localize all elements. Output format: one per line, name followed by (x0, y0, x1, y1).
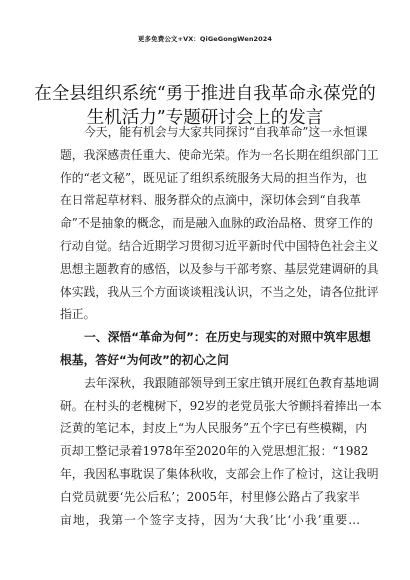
title-line-2: 生机活力”专题研讨会上的发言 (86, 108, 324, 128)
body-line: 研。在村头的老槐树下，92岁的老党员张大爷颤抖着捧出一本 (60, 398, 382, 413)
body-line: 年，我因私事耽误了集体秋收，支部会上作了检讨，这让我明 (60, 466, 379, 481)
body-line: 行动自觉。结合近期学习贯彻习近平新时代中国特色社会主义 (60, 238, 379, 253)
body-line: 页却工整记录着1978年至2020年的入党思想汇报：“1982 (60, 444, 369, 459)
body-line: 亩地，我第一个签字支持，因为‘大我’比‘小我’重要… (60, 512, 360, 527)
page-header-note: 更多免费公文+VX：QiGeGongWen2024 (137, 35, 273, 43)
body-line: 去年深秋，我跟随部领导到王家庄镇开展红色教育基地调 (84, 375, 379, 390)
section-heading-line: 一、深悟“革命为何”：在历史与现实的对照中筑牢思想 (84, 330, 371, 345)
body-line: 思想主题教育的感悟，以及参与干部考察、基层党建调研的具 (60, 261, 379, 276)
section-heading-line: 根基，答好“为何改”的初心之问 (60, 352, 229, 367)
title-line-1: 在全县组织系统“勇于推进自我革命永葆党的 (34, 84, 376, 104)
body-line: 命”不是抽象的概念，而是融入血脉的政治品格、贯穿工作的 (60, 216, 373, 231)
body-line: 体实践，我从三个方面谈谈粗浅认识，不当之处，请各位批评 (60, 284, 379, 299)
body-line: 题，我深感责任重大、使命光荣。作为一名长期在组织部门工 (60, 147, 379, 162)
body-line: 今天，能有机会与大家共同探讨“自我革命”这一永恒课 (84, 125, 368, 139)
body-line: 在日常起草材料、服务群众的点滴中，深切体会到“自我革 (60, 193, 361, 208)
body-line: 泛黄的笔记本，封皮上“为人民服务”五个字已有些模糊，内 (60, 421, 367, 436)
body-line: 指正。 (60, 307, 96, 322)
document-body (60, 121, 382, 531)
body-line: 作的“老文秘”，既见证了组织系统服务大局的担当作为，也 (60, 170, 367, 185)
body-line: 白党员就要‘先公后私’；2005年，村里修公路占了我家半 (60, 489, 360, 504)
